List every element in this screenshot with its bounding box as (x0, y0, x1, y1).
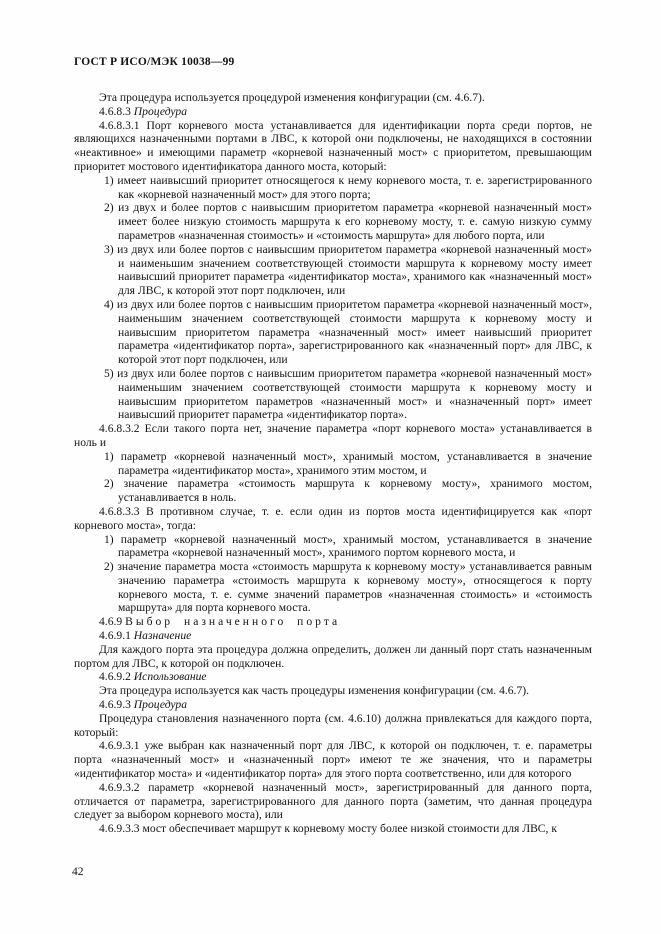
list-item: 2) значение параметра «стоимость маршрута к корневому мосту», хранимого мостом, устанавливается в ноль. (104, 477, 592, 505)
section-title: Процедура (133, 104, 188, 118)
standard-number-header: ГОСТ Р ИСО/МЭК 10038—99 (74, 56, 235, 68)
section-title: Использование (133, 670, 207, 684)
paragraph: Для каждого порта эта процедура должна определить, должен ли данный порт стать назначенным портом для ЛВС, к которой он подключен. (74, 642, 592, 670)
list-item: 2) значение параметра моста «стоимость маршрута к корневому мосту» устанавливается равным значению параметра «стоимость маршрута к корневому мосту», относящегося к порту корневого моста, т. е. сумме значений параметров «назначенная стоимость» и «стоимость маршрута» для порта корневого моста. (104, 560, 592, 615)
section-heading (74, 698, 592, 712)
list-item: 4) из двух или более портов с наивысшим приоритетом параметра «корневой назначенный мост», наименьшим значением соответствующей стоимости маршрута к корневому мосту и наивысшим приоритетом параметра «назначенный мост» имеет наивысший приоритет параметра «идентификатор порта», зарегистрированного как «назначенный порт» для ЛВС, к которой этот порт подключен, или (104, 297, 592, 367)
section-number: 4.6.9.1 (99, 629, 131, 643)
paragraph: 4.6.8.3.1 Порт корневого моста устанавливается для идентификации порта среди портов, не являющихся назначенными портами в ЛВС, к которой они подключены, не находящихся в состоянии «неактивное» и имеющими параметр «корневой назначенный мост» с приоритетом, превышающим приоритет мостового идентификатора данного моста, который: (74, 118, 592, 173)
list-item: 3) из двух или более портов с наивысшим приоритетом параметра «корневой назначенный мост» и наименьшим значением соответствующей стоимости маршрута к корневому мосту имеет наивысший приоритет параметра «идентификатор моста», хранимого как «назначенный мост» для ЛВС, к которой этот порт подключен, или (104, 242, 592, 298)
section-heading (74, 105, 592, 119)
paragraph: 4.6.9.3.3 мост обеспечивает маршрут к корневому мосту более низкой стоимости для ЛВС, к (99, 822, 557, 836)
section-number: 4.6.8.3 (99, 104, 131, 118)
section-number: 4.6.9.2 (99, 670, 131, 684)
section-heading (74, 615, 592, 629)
list-item: 1) параметр «корневой назначенный мост», хранимый мостом, устанавливается в значение параметра «идентификатор моста», хранимого этим мостом, и (104, 449, 592, 477)
section-heading (74, 670, 592, 684)
paragraph: 4.6.8.3.3 В противном случае, т. е. если один из портов моста идентифицируется как «порт корневого моста», тогда: (74, 504, 592, 532)
paragraph: 4.6.9.3.2 параметр «корневой назначенный мост», зарегистрированный для данного порта, отличается от параметра, зарегистрированного для данного порта (заметим, что данная процедура следует за выбором корневого моста), или (74, 780, 592, 822)
page-number: 42 (72, 866, 84, 878)
list-item: 2) из двух и более портов с наивысшим приоритетом параметра «корневой назначенный мост» имеет более низкую стоимость маршрута к его корневому мосту, т. е. самую низкую сумму параметров «назначенная стоимость» и «стоимость маршрута» для любого порта, или (104, 201, 592, 242)
list-item: 1) имеет наивысший приоритет относящегося к нему корневого моста, т. е. зарегистрированного как «корневой назначенный мост» для этого порта; (104, 173, 592, 201)
document-body (74, 91, 592, 836)
section-number: 4.6.9 (99, 615, 123, 629)
section-heading (74, 629, 592, 643)
list-item: 5) из двух или более портов с наивысшим приоритетом параметра «корневой назначенный мост» наименьшим значением соответствующей стоимости маршрута к корневому мосту и наивысшим приоритетом параметров «назначенный мост» и «назначенный порт» имеет наивысший приоритет параметра «идентификатор порта». (104, 366, 592, 422)
paragraph: Эта процедура используется как часть процедуры изменения конфигурации (см. 4.6.7). (99, 684, 530, 698)
paragraph: Эта процедура используется процедурой изменения конфигурации (см. 4.6.7). (99, 91, 485, 104)
section-title: Выбор назначенного порта (125, 615, 341, 629)
section-title: Назначение (133, 629, 192, 643)
section-title: Процедура (133, 698, 188, 712)
list-item: 1) параметр «корневой назначенный мост», хранимый мостом, устанавливается в значение параметра «корневой назначенный мост», хранимого портом корневого моста, и (104, 532, 592, 560)
paragraph: 4.6.9.3.1 уже выбран как назначенный порт для ЛВС, к которой он подключен, т. е. параметры порта «назначенный мост» и «назначенный порт» имеют те же значения, что и параметры «идентификатор моста» и «идентификатор порта» для этого порта соответственно, или для которого (74, 739, 592, 781)
section-number: 4.6.9.3 (99, 698, 131, 712)
paragraph: Процедура становления назначенного порта (см. 4.6.10) должна привлекаться для каждого порта, который: (74, 711, 592, 739)
paragraph: 4.6.8.3.2 Если такого порта нет, значение параметра «порт корневого моста» устанавливается в ноль и (74, 422, 592, 449)
